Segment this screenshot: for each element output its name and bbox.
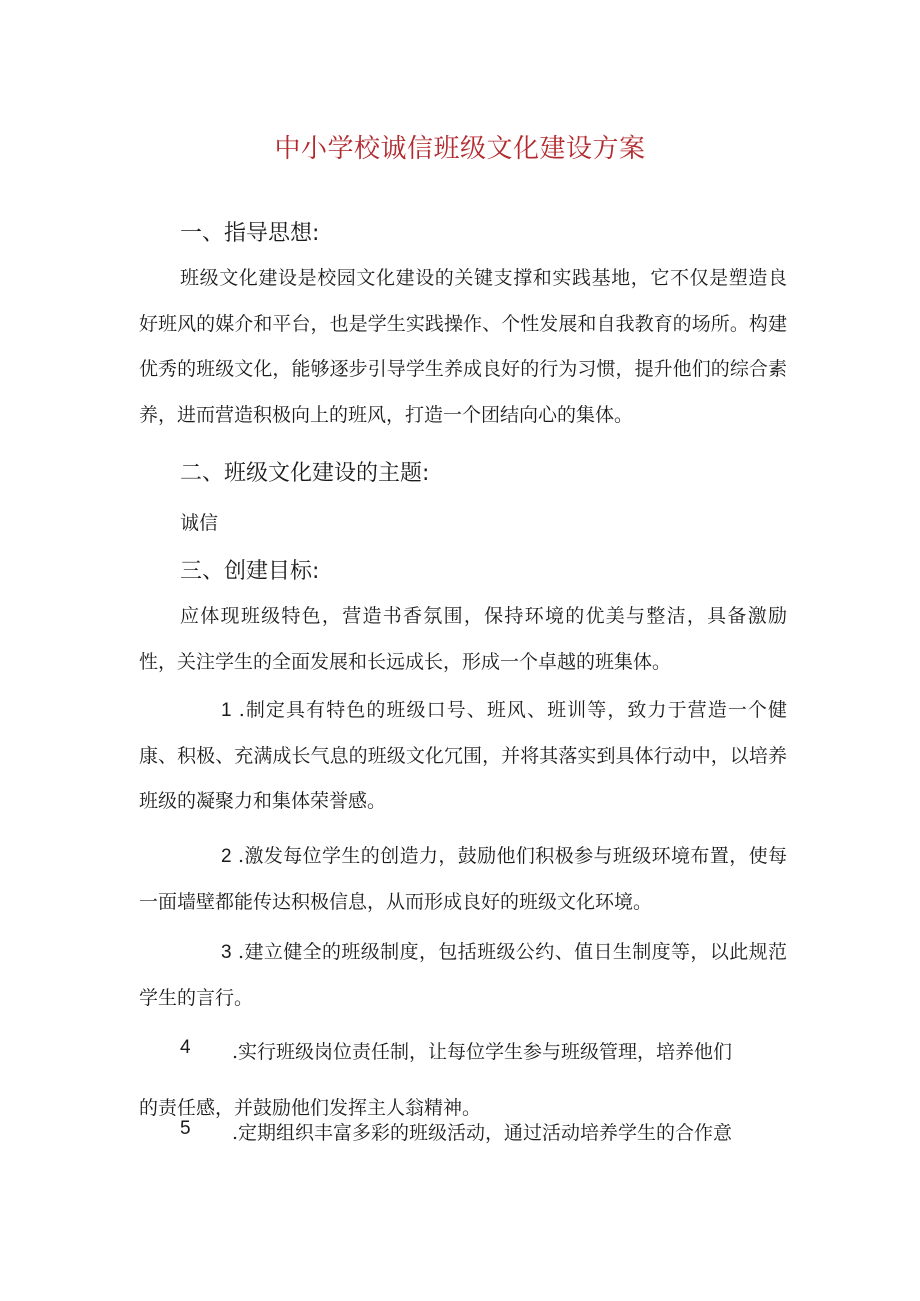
section-paragraph-guiding-ideology: 班级文化建设是校园文化建设的关键支撑和实践基地，它不仅是塑造良好班风的媒介和平台，也是学生实践操作、个性发展和自我教育的场所。构建优秀的班级文化，能够逐步引导学生养成良好的行为习惯，提升他们的综合素养，进而营造积极向上的班风，打造一个团结向心的集体。 — [139, 267, 787, 426]
list-item-number: 5 — [180, 1118, 191, 1139]
section-heading-guiding-ideology: 一、指导思想: — [180, 221, 320, 246]
list-item — [139, 930, 787, 1021]
section-heading-theme: 二、班级文化建设的主题: — [180, 461, 430, 486]
list-item — [139, 834, 787, 925]
list-item-text: .激发每位学生的创造力，鼓励他们积极参与班级环境布置，使每一面墙壁都能传达积极信息，从而形成良好的班级文化环境。 — [139, 845, 787, 913]
list-item — [139, 688, 787, 825]
list-item-text-line1: .定期组织丰富多彩的班级活动，通过活动培养学生的合作意 — [232, 1122, 733, 1144]
list-item-number: 4 — [180, 1037, 191, 1058]
list-item-text: .建立健全的班级制度，包括班级公约、值日生制度等，以此规范学生的言行。 — [139, 941, 787, 1009]
section-paragraph-goals: 应体现班级特色，营造书香氛围，保持环境的优美与整洁，具备激励性，关注学生的全面发展和长远成长，形成一个卓越的班集体。 — [139, 605, 787, 673]
list-item-text-line2: 的责任感，并鼓励他们发挥主人翁精神。 — [139, 1097, 482, 1119]
list-item-number: 3 — [221, 942, 232, 963]
section-paragraph-theme: 诚信 — [180, 512, 219, 534]
list-item-text: .制定具有特色的班级口号、班风、班训等，致力于营造一个健康、积极、充满成长气息的班级文化冗围，并将其落实到具体行动中，以培养班级的凝聚力和集体荣誉感。 — [139, 699, 787, 812]
section-heading-goals: 三、创建目标: — [180, 559, 320, 584]
document-title: 中小学校诚信班级文化建设方案 — [274, 134, 646, 164]
list-item-number: 1 — [221, 700, 232, 721]
list-item-text-line1: .实行班级岗位责任制，让每位学生参与班级管理，培养他们 — [232, 1041, 733, 1063]
list-item-number: 2 — [221, 846, 232, 867]
